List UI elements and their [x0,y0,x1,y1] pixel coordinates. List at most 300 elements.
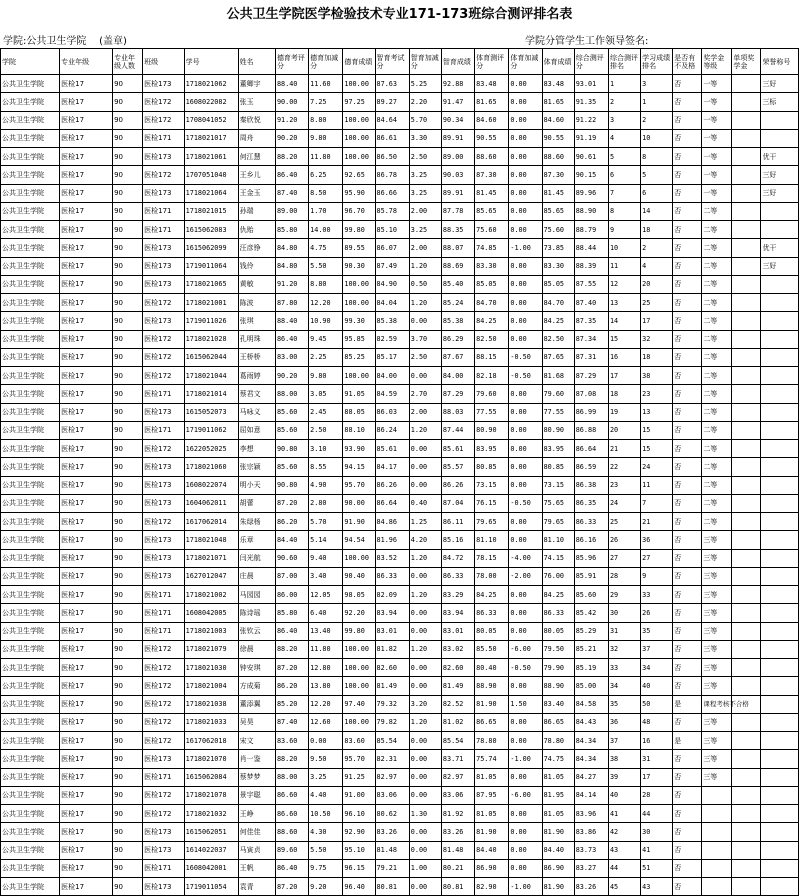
table-cell: 宋文 [238,732,275,750]
table-cell: 96.70 [343,202,375,220]
table-cell: 85.65 [542,202,574,220]
table-cell: 1718021062 [184,75,238,93]
table-cell: 一等 [702,184,732,202]
table-cell: 二等 [702,221,732,239]
table-cell: 81.05 [542,805,574,823]
table-cell: 88.90 [542,677,574,695]
table-cell: 一等 [702,93,732,111]
table-cell: 86.16 [574,531,608,549]
table-row [1,202,799,220]
table-cell: 否 [673,239,702,257]
table-cell: 医检172 [143,294,185,312]
table-cell: 7 [608,184,640,202]
table-cell: 周舟 [238,129,275,147]
table-cell [761,476,799,494]
table-cell: 胡蕾 [238,494,275,512]
table-cell: 1718021078 [184,786,238,804]
table-cell: 张钦云 [238,622,275,640]
table-cell: 37 [608,732,640,750]
table-cell: 18 [641,221,673,239]
table-cell: 5.70 [409,111,441,129]
table-cell: 公共卫生学院 [1,805,60,823]
table-cell: 51 [641,859,673,877]
table-cell: 85.80 [275,604,308,622]
table-row [1,494,799,512]
table-cell: 81.49 [441,677,474,695]
table-cell: 85.29 [574,622,608,640]
table-row [1,823,799,841]
table-cell: 84.25 [542,312,574,330]
table-cell: 1718021079 [184,640,238,658]
table-cell: 1.20 [409,257,441,275]
table-row [1,841,799,859]
table-cell: 2 [641,111,673,129]
table-cell: 5.50 [309,841,343,859]
table-cell: 公共卫生学院 [1,768,60,786]
table-cell: 86.61 [375,129,409,147]
table-cell: 83.95 [542,440,574,458]
table-cell: 90 [113,841,143,859]
table-cell: 0.00 [509,275,542,293]
table-cell [761,330,799,348]
table-cell: 75.74 [475,750,509,768]
table-cell: 90.15 [574,166,608,184]
table-cell: 医检171 [143,385,185,403]
table-cell: 86.60 [275,786,308,804]
column-header: 智育考试分 [375,49,409,75]
table-cell: 32 [641,330,673,348]
table-cell: 10 [608,239,640,257]
table-cell: 0.00 [409,750,441,768]
table-cell: 91.90 [343,513,375,531]
table-cell: 86.00 [275,586,308,604]
table-cell: 79.82 [375,713,409,731]
table-cell: 90.60 [275,549,308,567]
table-cell: -0.50 [509,367,542,385]
table-cell: 医检173 [143,823,185,841]
table-cell: 33 [641,586,673,604]
table-cell: 否 [673,859,702,877]
table-cell: 75.60 [542,221,574,239]
table-cell: 否 [673,786,702,804]
table-cell: 73.85 [542,239,574,257]
table-cell: 83.52 [375,549,409,567]
table-cell: 公共卫生学院 [1,494,60,512]
table-cell: 5.25 [409,75,441,93]
table-cell: 9.50 [309,750,343,768]
table-cell: 1608022074 [184,476,238,494]
table-cell: 1627012047 [184,567,238,585]
table-cell [732,713,761,731]
table-row [1,805,799,823]
table-row [1,586,799,604]
table-cell: 36 [641,531,673,549]
table-cell: 否 [673,841,702,859]
table-cell: 15 [641,440,673,458]
table-cell: 8.80 [309,111,343,129]
table-cell: 11 [641,476,673,494]
table-cell: 医检17 [60,111,113,129]
table-cell: 17 [608,367,640,385]
table-cell: 1719011064 [184,257,238,275]
table-cell: 81.68 [542,367,574,385]
table-cell: 公共卫生学院 [1,75,60,93]
table-cell: 1615062051 [184,823,238,841]
table-cell: 87.65 [542,348,574,366]
table-cell: 1718021001 [184,294,238,312]
table-cell: 1718021065 [184,275,238,293]
table-cell: 27 [608,549,640,567]
table-row [1,385,799,403]
table-cell: 86.29 [441,330,474,348]
table-cell: 0.00 [409,732,441,750]
table-cell: 0.00 [509,458,542,476]
table-cell: 91.20 [275,275,308,293]
table-cell: 84.59 [375,385,409,403]
table-cell: 93.90 [343,440,375,458]
table-cell: 何江慧 [238,148,275,166]
table-cell: 90 [113,476,143,494]
table-cell: 86.07 [375,239,409,257]
table-cell [732,878,761,896]
table-cell: 1608042001 [184,859,238,877]
column-header: 智育成绩 [441,49,474,75]
table-cell [732,841,761,859]
table-cell: 81.90 [542,878,574,896]
table-cell [732,640,761,658]
table-cell: 1707051040 [184,166,238,184]
table-cell: 87.80 [275,294,308,312]
table-cell: 医检17 [60,202,113,220]
table-cell: 84.80 [275,239,308,257]
table-cell: 100.00 [343,294,375,312]
table-cell: 1718021014 [184,385,238,403]
table-cell: 13.40 [309,622,343,640]
table-cell: 80.81 [441,878,474,896]
table-cell: 2.00 [409,202,441,220]
table-cell: 77.55 [542,403,574,421]
table-cell: 88.00 [275,385,308,403]
table-cell: 二等 [702,367,732,385]
table-cell: 90 [113,166,143,184]
table-cell: 1.20 [409,549,441,567]
table-cell: 蔡梦梦 [238,768,275,786]
table-cell: 1719011054 [184,878,238,896]
table-cell: 88.20 [275,148,308,166]
table-cell: 85.05 [542,275,574,293]
table-cell: 90 [113,586,143,604]
table-cell: 11.80 [309,640,343,658]
table-cell: 88.90 [475,677,509,695]
table-cell: 一等 [702,129,732,147]
table-cell: 医检17 [60,166,113,184]
table-cell: 13 [608,294,640,312]
table-cell: 88.40 [275,75,308,93]
table-cell: 100.00 [343,713,375,731]
table-cell: 78.80 [542,732,574,750]
table-cell: 85.61 [441,440,474,458]
table-cell [761,111,799,129]
table-cell: 3.20 [409,695,441,713]
column-header: 德育考评分 [275,49,308,75]
table-cell: 医检17 [60,586,113,604]
table-cell: 0.00 [509,622,542,640]
table-cell: 公共卫生学院 [1,878,60,896]
table-cell: 三等 [702,640,732,658]
table-cell: 医检17 [60,841,113,859]
table-cell: 95.10 [343,841,375,859]
table-cell: 79.90 [542,659,574,677]
table-cell: 否 [673,768,702,786]
table-cell: 85.60 [275,421,308,439]
table-cell: 3.25 [409,221,441,239]
table-cell: 92.65 [343,166,375,184]
table-cell: 12.80 [309,659,343,677]
table-cell: 6 [608,166,640,184]
table-cell: 0.00 [509,166,542,184]
table-cell: 否 [673,294,702,312]
table-cell: 医检173 [143,275,185,293]
table-cell: 82.90 [475,878,509,896]
table-cell: 8.80 [309,275,343,293]
table-row [1,440,799,458]
table-cell: 1718021044 [184,367,238,385]
table-cell: 一等 [702,111,732,129]
table-cell: 38 [608,750,640,768]
leader-signature-label: 学院分管学生工作领导签名: [525,36,649,47]
table-cell: 86.40 [275,330,308,348]
table-cell: 0.00 [509,385,542,403]
table-cell: 90.80 [275,476,308,494]
table-cell: 90 [113,129,143,147]
table-cell: 1608042005 [184,604,238,622]
column-header: 德育成绩 [343,49,375,75]
table-cell [761,878,799,896]
table-cell: 80.85 [475,458,509,476]
table-cell: 86.60 [275,805,308,823]
table-cell: 86.64 [574,440,608,458]
table-cell: 1.20 [409,294,441,312]
table-cell: 否 [673,111,702,129]
table-cell: 公共卫生学院 [1,421,60,439]
table-cell: 85.60 [275,403,308,421]
table-cell: 48 [641,713,673,731]
table-cell: 课程考核不合格 [702,695,732,713]
table-cell: 公共卫生学院 [1,531,60,549]
table-cell: 否 [673,221,702,239]
table-cell: 96.10 [343,805,375,823]
table-cell: 42 [608,823,640,841]
table-cell: 否 [673,878,702,896]
table-cell: 85.61 [375,440,409,458]
table-cell: 16 [641,732,673,750]
table-cell: 100.00 [343,367,375,385]
table-row [1,513,799,531]
table-cell: 86.99 [574,403,608,421]
table-cell: 90 [113,421,143,439]
table-cell: 84.70 [542,294,574,312]
table-cell: 3.30 [409,129,441,147]
table-cell: 90 [113,75,143,93]
table-row [1,567,799,585]
table-cell: 81.95 [542,786,574,804]
table-cell: 91.00 [343,786,375,804]
table-cell: 公共卫生学院 [1,440,60,458]
table-cell: 84.43 [574,713,608,731]
table-cell: 90 [113,348,143,366]
table-cell [702,805,732,823]
table-cell: 95.70 [343,476,375,494]
table-cell: 否 [673,659,702,677]
table-cell: 83.26 [574,878,608,896]
table-cell: 85.96 [574,549,608,567]
table-cell: 医检17 [60,148,113,166]
table-cell [732,494,761,512]
table-cell: 张宗颖 [238,458,275,476]
table-cell: 医检17 [60,622,113,640]
table-cell: 14 [608,312,640,330]
table-cell: 85.05 [475,275,509,293]
table-cell: 否 [673,622,702,640]
table-cell: 83.60 [343,732,375,750]
table-cell: 44 [641,805,673,823]
table-cell [761,312,799,330]
table-cell: 医检17 [60,513,113,531]
table-cell: 公共卫生学院 [1,129,60,147]
table-cell: 9.40 [309,549,343,567]
table-cell: 二等 [702,421,732,439]
table-cell: 18 [641,348,673,366]
table-cell: 1708041052 [184,111,238,129]
table-cell: 6.40 [309,604,343,622]
table-row [1,111,799,129]
table-cell: 88.15 [475,348,509,366]
table-cell: 二等 [702,494,732,512]
table-cell: 90 [113,275,143,293]
table-cell: 79.65 [475,513,509,531]
table-row [1,458,799,476]
table-cell: 87.08 [574,385,608,403]
table-cell: 0.00 [509,805,542,823]
column-header: 荣誉称号 [761,49,799,75]
table-cell: 二等 [702,440,732,458]
table-cell: 91.20 [275,111,308,129]
table-cell: 90 [113,221,143,239]
ranking-table [0,48,799,896]
table-cell: 84.25 [475,586,509,604]
column-header: 单项奖学金 [732,49,761,75]
table-cell: 84.72 [441,549,474,567]
table-cell: 100.00 [343,640,375,658]
table-cell: 90.34 [441,111,474,129]
table-cell: 12.60 [309,713,343,731]
table-cell: 90 [113,732,143,750]
table-cell: 1718021064 [184,184,238,202]
table-cell: 医检17 [60,294,113,312]
table-cell: 2.45 [309,403,343,421]
table-cell: 公共卫生学院 [1,184,60,202]
table-cell: 0.00 [509,841,542,859]
table-cell: 1.70 [309,202,343,220]
table-cell: 仇贻 [238,221,275,239]
table-cell: 7 [641,494,673,512]
table-cell: 89.96 [574,184,608,202]
table-cell: 83.96 [574,805,608,823]
table-cell: 5.14 [309,531,343,549]
table-cell [702,786,732,804]
table-cell: 35 [641,622,673,640]
table-cell: 2.25 [309,348,343,366]
table-cell: 1.20 [409,713,441,731]
table-row [1,275,799,293]
column-header: 体育加减分 [509,49,542,75]
table-cell: 90 [113,202,143,220]
table-cell: 90 [113,823,143,841]
table-cell [732,111,761,129]
table-cell: 90 [113,567,143,585]
table-cell: 88.44 [574,239,608,257]
table-cell: 医检173 [143,312,185,330]
column-header: 专业年级 [60,49,113,75]
table-cell: 86.40 [275,859,308,877]
table-cell: 医检171 [143,421,185,439]
table-cell: 医检17 [60,440,113,458]
table-cell: 医检17 [60,239,113,257]
table-cell: 89.55 [343,239,375,257]
table-cell: 三等 [702,713,732,731]
table-cell: 90 [113,257,143,275]
table-cell: 35 [608,695,640,713]
table-cell: 2.50 [409,348,441,366]
table-row [1,476,799,494]
table-row [1,786,799,804]
table-cell: 87.44 [441,421,474,439]
table-row [1,129,799,147]
table-cell: 医检17 [60,732,113,750]
table-cell: 45 [608,878,640,896]
table-cell: 83.73 [574,841,608,859]
table-cell: 否 [673,805,702,823]
table-cell: 83.60 [275,732,308,750]
table-cell: 81.49 [375,677,409,695]
column-header: 体育成绩 [542,49,574,75]
table-cell: 82.97 [375,768,409,786]
table-cell: 92.88 [441,75,474,93]
table-cell [761,750,799,768]
table-cell: 89.00 [275,202,308,220]
table-cell: 医检173 [143,878,185,896]
table-cell: 马寅贞 [238,841,275,859]
table-cell: 0.00 [509,586,542,604]
table-cell: 90 [113,385,143,403]
table-cell: 3.70 [409,330,441,348]
table-cell: 78.00 [475,567,509,585]
table-cell: 88.05 [343,403,375,421]
table-cell: 二等 [702,458,732,476]
table-cell: 医检17 [60,348,113,366]
table-cell: 83.29 [441,586,474,604]
table-cell: 1719011062 [184,421,238,439]
table-row [1,750,799,768]
table-cell: 1718021030 [184,659,238,677]
table-cell: 34 [641,659,673,677]
table-cell: 1718021028 [184,330,238,348]
table-cell [761,221,799,239]
table-cell [761,348,799,366]
table-cell: 83.48 [475,75,509,93]
table-cell: 87.20 [275,659,308,677]
table-cell: 14.00 [309,221,343,239]
